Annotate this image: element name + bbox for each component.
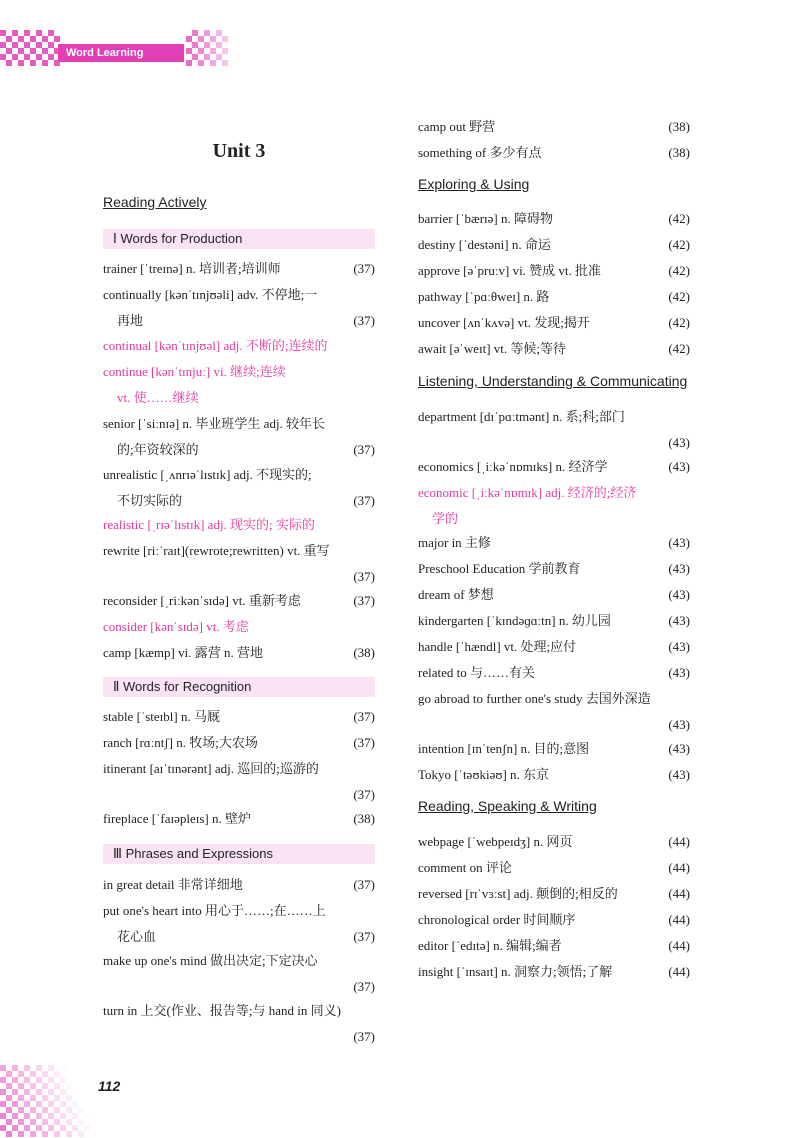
entry-text: go abroad to further one's study 去国外深造 (418, 691, 651, 706)
entry-text: continue [kənˈtɪnjuː] vi. 继续;连续 (103, 364, 286, 379)
unit-title: Unit 3 (212, 140, 266, 162)
entry-text: continually [kənˈtɪnjʊəli] adv. 不停地;一 (103, 287, 318, 302)
page-ref: (38) (353, 811, 375, 826)
vocab-entry (103, 756, 375, 808)
page-ref: (44) (668, 860, 690, 875)
entry-text-continued (103, 782, 375, 808)
page-ref: (42) (668, 237, 690, 252)
mosaic-square (78, 1131, 84, 1137)
mosaic-square (54, 36, 60, 42)
mosaic-square (42, 60, 48, 66)
entry-text: economic [ˌiːkəˈnɒmɪk] adj. 经济的;经济 (418, 485, 637, 500)
entry-text: senior [ˈsiːnɪə] n. 毕业班学生 adj. 较年长 (103, 416, 326, 431)
entry-text-continued: 的;年资较深的 (117, 442, 199, 457)
page-ref: (37) (353, 493, 375, 508)
entry-text-continued: 花心血 (117, 929, 157, 944)
entry-text: realistic [ˌrɪəˈlɪstɪk] adj. 现实的; 实际的 (103, 517, 315, 532)
vocab-entry (103, 704, 375, 730)
mosaic-square (6, 60, 12, 66)
vocab-entry (418, 284, 690, 310)
entry-text: Tokyo [ˈtəʊkiəʊ] n. 东京 (418, 767, 550, 782)
section-reading-actively: Reading Actively (103, 194, 207, 210)
page-ref: (37) (353, 877, 375, 892)
vocab-entry (103, 411, 375, 463)
page-ref: (42) (668, 289, 690, 304)
entry-text: unrealistic [ˌʌnrɪəˈlɪstɪk] adj. 不现实的; (103, 467, 312, 482)
page-ref: (37) (353, 569, 375, 584)
entry-text: intention [ɪnˈtenʃn] n. 目的;意图 (418, 741, 590, 756)
vocab-entry (103, 998, 375, 1050)
vocab-entry (103, 282, 375, 334)
entry-text: pathway [ˈpɑːθweɪ] n. 路 (418, 289, 550, 304)
mosaic-square (54, 1131, 60, 1137)
entry-text: in great detail 非常详细地 (103, 877, 243, 892)
entry-text-continued: vt. 使……继续 (117, 390, 199, 405)
page-ref: (37) (353, 709, 375, 724)
page-ref: (37) (353, 735, 375, 750)
page-ref: (43) (668, 717, 690, 732)
vocab-entry (418, 206, 690, 232)
vocab-entry (418, 907, 690, 933)
page-ref: (37) (353, 787, 375, 802)
mosaic-square (222, 36, 228, 42)
mosaic-square (30, 1131, 36, 1137)
page-ref: (43) (668, 435, 690, 450)
page-ref: (44) (668, 938, 690, 953)
entry-text: consider [kənˈsɪdə] vt. 考虑 (103, 619, 249, 634)
vocab-entry (418, 855, 690, 881)
page-ref: (42) (668, 315, 690, 330)
page-ref: (37) (353, 593, 375, 608)
vocab-entry (418, 660, 690, 686)
page-ref: (43) (668, 665, 690, 680)
vocab-entry (418, 881, 690, 907)
section-exploring-using: Exploring & Using (418, 176, 530, 192)
entry-text: something of 多少有点 (418, 145, 542, 160)
page-ref: (44) (668, 886, 690, 901)
vocab-entry (418, 140, 690, 166)
vocab-entry (103, 730, 375, 756)
mosaic-square (186, 60, 192, 66)
vocab-entry (103, 359, 375, 411)
entry-text: department [dɪˈpɑːtmənt] n. 系;科;部门 (418, 409, 625, 424)
mosaic-square (222, 48, 228, 54)
vocab-entry (418, 933, 690, 959)
entry-text: trainer [ˈtreɪnə] n. 培训者;培训师 (103, 261, 281, 276)
entry-text: barrier [ˈbærɪə] n. 障碍物 (418, 211, 554, 226)
entry-text: dream of 梦想 (418, 587, 494, 602)
entry-text: make up one's mind 做出决定;下定决心 (103, 953, 318, 968)
page-ref: (38) (668, 119, 690, 134)
vocab-entry (418, 608, 690, 634)
subhead-phrases-expressions: Ⅲ Phrases and Expressions (103, 844, 375, 864)
entry-text-continued: 再地 (117, 313, 144, 328)
entry-text: destiny [ˈdestəni] n. 命运 (418, 237, 551, 252)
vocab-entry (418, 686, 690, 738)
page-ref: (37) (353, 979, 375, 994)
entry-text-continued (103, 564, 375, 590)
page-ref: (43) (668, 767, 690, 782)
page-ref: (43) (668, 459, 690, 474)
entry-text: editor [ˈedɪtə] n. 编辑;编者 (418, 938, 562, 953)
vocab-entry (103, 614, 375, 640)
subhead-words-production: Ⅰ Words for Production (103, 229, 375, 249)
subhead-words-recognition: Ⅱ Words for Recognition (103, 677, 375, 697)
vocab-entry (103, 333, 375, 359)
mosaic-square (72, 1089, 78, 1095)
vocab-entry (418, 258, 690, 284)
entry-text: webpage [ˈwebpeɪdʒ] n. 网页 (418, 834, 573, 849)
entry-text-continued: 学的 (432, 511, 459, 526)
entry-text: ranch [rɑːntʃ] n. 牧场;大农场 (103, 735, 258, 750)
vocab-entry (418, 232, 690, 258)
vocab-entry (103, 640, 375, 666)
page-ref: (43) (668, 535, 690, 550)
entry-text: major in 主修 (418, 535, 491, 550)
mosaic-square (18, 1131, 24, 1137)
vocab-entry (418, 959, 690, 985)
vocab-entry (103, 512, 375, 538)
vocab-entry (103, 256, 375, 282)
vocab-entry (418, 480, 690, 532)
entry-text: Preschool Education 学前教育 (418, 561, 581, 576)
mosaic-square (198, 60, 204, 66)
mosaic-square (222, 60, 228, 66)
mosaic-square (18, 60, 24, 66)
entry-text: reversed [rɪˈvɜːst] adj. 颠倒的;相反的 (418, 886, 618, 901)
vocab-entry (103, 538, 375, 590)
mosaic-square (6, 1131, 12, 1137)
entry-text-continued (103, 1024, 375, 1050)
header-banner: Word Learning Booster (58, 44, 184, 62)
page-ref: (42) (668, 263, 690, 278)
vocab-entry (418, 114, 690, 140)
entry-text: itinerant [aɪˈtɪnərənt] adj. 巡回的;巡游的 (103, 761, 319, 776)
entry-text: rewrite [riːˈraɪt](rewrote;rewritten) vt. 重写 (103, 543, 330, 558)
entry-text: comment on 评论 (418, 860, 512, 875)
page-ref: (43) (668, 613, 690, 628)
page-number: 112 (98, 1078, 121, 1094)
entry-text: camp out 野营 (418, 119, 496, 134)
mosaic-square (66, 1131, 72, 1137)
vocab-entry (418, 530, 690, 556)
entry-text: kindergarten [ˈkɪndəɡɑːtn] n. 幼儿园 (418, 613, 611, 628)
page-ref: (37) (353, 1029, 375, 1044)
mosaic-square (42, 1131, 48, 1137)
vocab-entry (418, 310, 690, 336)
vocab-entry (418, 556, 690, 582)
entry-text: related to 与……有关 (418, 665, 535, 680)
entry-text: await [əˈweɪt] vt. 等候;等待 (418, 341, 567, 356)
section-listening-understanding: Listening, Understanding & Communicating (418, 373, 688, 389)
entry-text: uncover [ʌnˈkʌvə] vt. 发现;揭开 (418, 315, 590, 330)
page-ref: (42) (668, 211, 690, 226)
vocab-entry (418, 454, 690, 480)
page-ref: (43) (668, 587, 690, 602)
page-ref: (37) (353, 929, 375, 944)
vocab-entry (418, 582, 690, 608)
vocab-entry (418, 762, 690, 788)
page-ref: (43) (668, 561, 690, 576)
vocab-entry (418, 634, 690, 660)
vocab-entry (418, 736, 690, 762)
entry-text: continual [kənˈtɪnjʊəl] adj. 不断的;连续的 (103, 338, 328, 353)
entry-text: economics [ˌiːkəˈnɒmɪks] n. 经济学 (418, 459, 608, 474)
page-ref: (44) (668, 964, 690, 979)
vocab-entry (418, 829, 690, 855)
page-ref: (44) (668, 834, 690, 849)
page-ref: (43) (668, 639, 690, 654)
vocab-entry (103, 588, 375, 614)
entry-text: reconsider [ˌriːkənˈsɪdə] vt. 重新考虑 (103, 593, 301, 608)
vocab-entry (418, 404, 690, 456)
mosaic-square (90, 1131, 96, 1137)
page-ref: (44) (668, 912, 690, 927)
page-ref: (43) (668, 741, 690, 756)
mosaic-square (210, 60, 216, 66)
vocab-entry (103, 898, 375, 950)
page-ref: (37) (353, 313, 375, 328)
entry-text-continued: 不切实际的 (117, 493, 183, 508)
entry-text: approve [əˈpruːv] vi. 赞成 vt. 批准 (418, 263, 602, 278)
entry-text-continued (418, 712, 690, 738)
entry-text: put one's heart into 用心于……;在……上 (103, 903, 326, 918)
entry-text: handle [ˈhændl] vt. 处理;应付 (418, 639, 577, 654)
footer-mosaic-decoration (0, 1065, 95, 1138)
vocab-entry (103, 948, 375, 1000)
vocab-entry (103, 806, 375, 832)
section-reading-speaking: Reading, Speaking & Writing (418, 798, 597, 814)
page-ref: (42) (668, 341, 690, 356)
entry-text: chronological order 时间顺序 (418, 912, 576, 927)
page-ref: (38) (353, 645, 375, 660)
entry-text: fireplace [ˈfaɪəpleɪs] n. 壁炉 (103, 811, 251, 826)
vocab-entry (103, 872, 375, 898)
page-ref: (37) (353, 442, 375, 457)
entry-text: insight [ˈɪnsaɪt] n. 洞察力;领悟;了解 (418, 964, 613, 979)
page-ref: (37) (353, 261, 375, 276)
entry-text-continued (418, 430, 690, 456)
entry-text: stable [ˈsteɪbl] n. 马厩 (103, 709, 220, 724)
mosaic-square (30, 60, 36, 66)
mosaic-square (84, 1113, 90, 1119)
entry-text: camp [kæmp] vi. 露营 n. 营地 (103, 645, 263, 660)
vocab-entry (418, 336, 690, 362)
page-ref: (38) (668, 145, 690, 160)
entry-text-continued (103, 974, 375, 1000)
mosaic-square (66, 1071, 72, 1077)
entry-text: turn in 上交(作业、报告等;与 hand in 同义) (103, 1003, 341, 1018)
vocab-entry (103, 462, 375, 514)
